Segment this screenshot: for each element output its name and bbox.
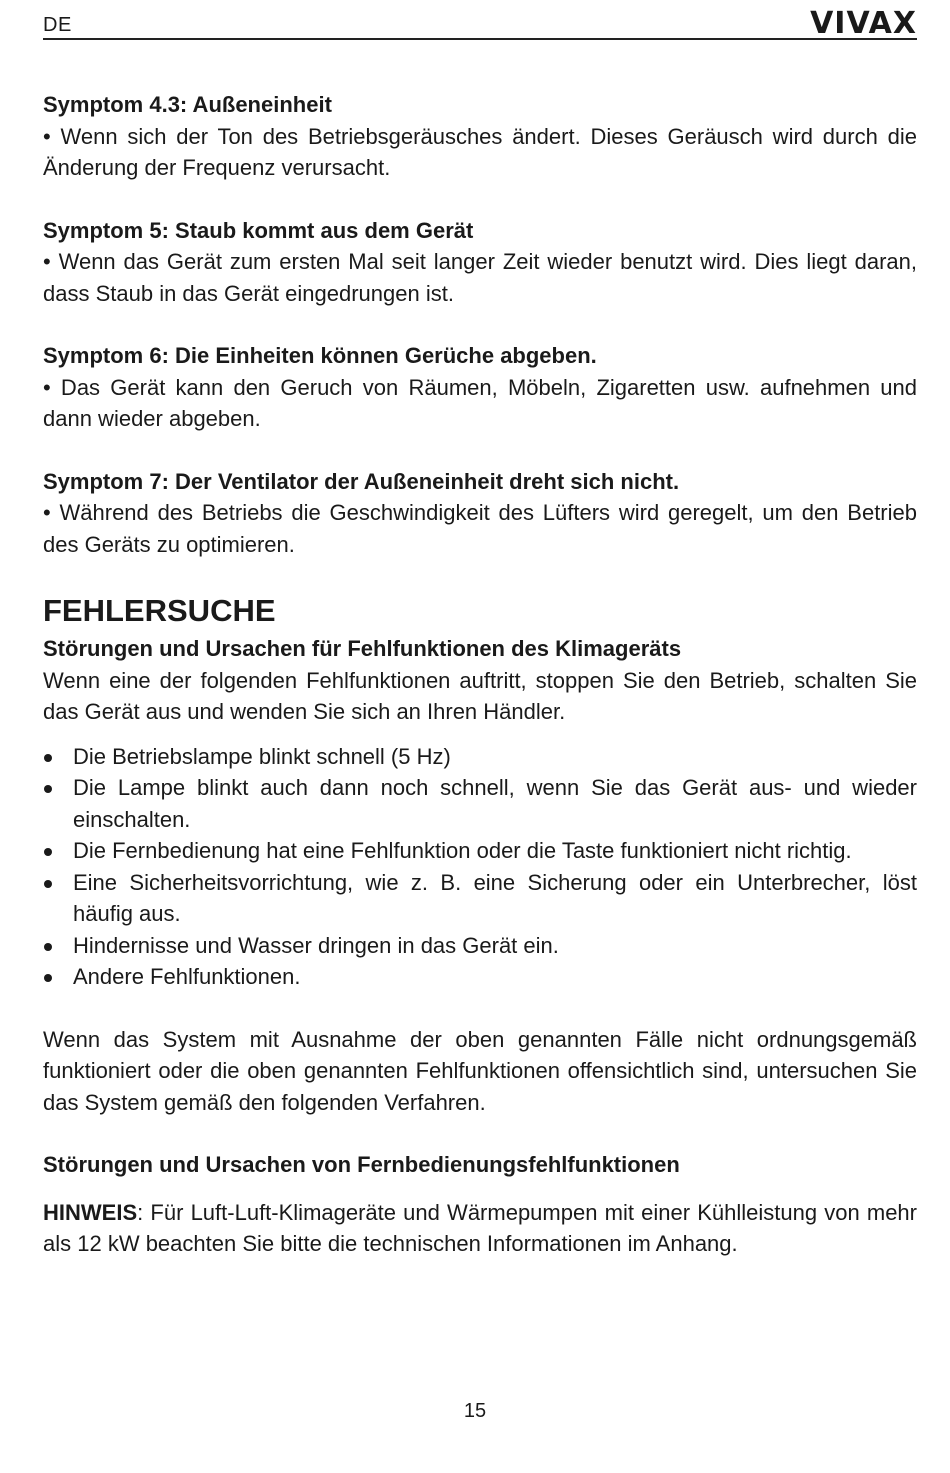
malfunction-list bbox=[43, 741, 917, 993]
symptom-heading: Symptom 4.3: Außeneinheit bbox=[43, 92, 332, 117]
list-item: Die Lampe blinkt auch dann noch schnell, wenn Sie das Gerät aus- und wieder einschalten. bbox=[43, 772, 917, 835]
symptom-text: • Während des Betriebs die Geschwindigkeit des Lüfters wird geregelt, um den Betrieb des Geräts zu optimieren. bbox=[43, 500, 917, 557]
list-item: Die Fernbedienung hat eine Fehlfunktion oder die Taste funktioniert nicht richtig. bbox=[43, 835, 917, 867]
symptom-heading: Symptom 7: Der Ventilator der Außeneinheit dreht sich nicht. bbox=[43, 468, 680, 494]
symptom-section bbox=[43, 215, 917, 310]
symptom-text: • Das Gerät kann den Geruch von Räumen, Möbeln, Zigaretten usw. aufnehmen und dann wieder abgeben. bbox=[43, 374, 917, 431]
intro-paragraph: Wenn eine der folgenden Fehlfunktionen auftritt, stoppen Sie den Betrieb, schalten Sie das Gerät aus und wenden Sie sich an Ihren Händler. bbox=[43, 667, 917, 724]
list-item: Die Betriebslampe blinkt schnell (5 Hz) bbox=[43, 741, 917, 773]
brand-logo: VIVAX bbox=[810, 6, 917, 41]
symptom-text: • Wenn das Gerät zum ersten Mal seit langer Zeit wieder benutzt wird. Dies liegt daran, dass Staub in das Gerät eingedrungen ist. bbox=[43, 249, 917, 306]
section-subtitle: Störungen und Ursachen für Fehlfunktionen des Klimageräts bbox=[43, 636, 682, 661]
list-item: Eine Sicherheitsvorrichtung, wie z. B. eine Sicherung oder ein Unterbrecher, löst häufig aus. bbox=[43, 867, 917, 930]
symptom-section bbox=[43, 89, 917, 184]
symptom-text: • Wenn sich der Ton des Betriebsgeräusches ändert. Dieses Geräusch wird durch die Änderung der Frequenz verursacht. bbox=[43, 123, 917, 180]
list-item: Hindernisse und Wasser dringen in das Gerät ein. bbox=[43, 930, 917, 962]
symptom-heading: Symptom 6: Die Einheiten können Gerüche abgeben. bbox=[43, 343, 597, 368]
remote-heading: Störungen und Ursachen von Fernbedienungsfehlfunktionen bbox=[43, 1152, 680, 1177]
symptom-section bbox=[43, 340, 917, 435]
page-header bbox=[43, 6, 917, 40]
page-content bbox=[43, 89, 917, 1260]
section-title: FEHLERSUCHE bbox=[43, 593, 276, 628]
note-text: : Für Luft-Luft-Klimageräte und Wärmepumpen mit einer Kühlleistung von mehr als 12 kW beachten Sie bitte die technischen Informationen im Anhang. bbox=[43, 1199, 917, 1256]
symptom-section bbox=[43, 466, 917, 561]
procedure-paragraph: Wenn das System mit Ausnahme der oben genannten Fälle nicht ordnungsgemäß funktioniert oder die oben genannten Fehlfunktionen offensichtlich sind, untersuchen Sie das System gemäß den folgenden Verfahren. bbox=[43, 1026, 917, 1115]
note-paragraph bbox=[43, 1197, 917, 1260]
symptom-heading: Symptom 5: Staub kommt aus dem Gerät bbox=[43, 217, 474, 243]
language-code: DE bbox=[43, 14, 72, 36]
page-number: 15 bbox=[463, 1400, 487, 1422]
list-item: Andere Fehlfunktionen. bbox=[43, 961, 917, 993]
note-label: HINWEIS bbox=[43, 1199, 138, 1225]
